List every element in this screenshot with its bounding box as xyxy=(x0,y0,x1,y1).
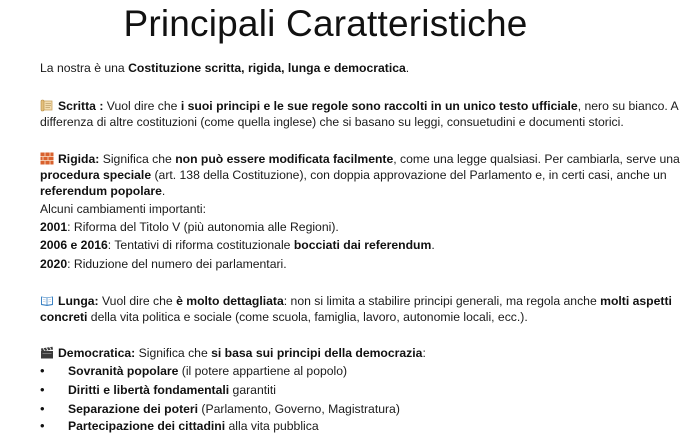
bullet-icon: • xyxy=(40,418,45,433)
changes-header: Alcuni cambiamenti importanti: xyxy=(40,202,206,216)
list-item: Sovranità popolare (il potere appartiene al popolo) xyxy=(68,364,348,378)
change-item: 2006 e 2016: Tentativi di riforma costituzionale bocciati dai referendum. xyxy=(40,238,435,252)
list-item: Diritti e libertà fondamentali garantiti xyxy=(68,383,276,397)
brick-icon xyxy=(40,152,54,165)
intro-paragraph: La nostra è una Costituzione scritta, rigida, lunga e democratica. xyxy=(40,61,410,75)
scritta-paragraph-line-2: differenza di altre costituzioni (come quella inglese) che si basano su leggi, consuetudini e documenti storici. xyxy=(40,115,624,129)
scritta-paragraph-line-1: Scritta : Vuol dire che i suoi principi e le sue regole sono raccolti in un unico testo ufficiale, nero su bianco. A xyxy=(40,98,679,114)
lunga-paragraph-line-1: Lunga: Vuol dire che è molto dettagliata: non si limita a stabilire principi generali, ma regola anche molti aspetti xyxy=(40,293,672,309)
lunga-paragraph-line-2: concreti della vita politica e sociale (come scuola, famiglia, lavoro, autonomie locali, ecc.). xyxy=(40,310,528,324)
change-item: 2020: Riduzione del numero dei parlamentari. xyxy=(40,257,287,271)
open-book-icon xyxy=(40,294,54,307)
clapperboard-icon xyxy=(40,346,54,359)
list-item: Partecipazione dei cittadini alla vita pubblica xyxy=(68,419,319,433)
rigida-paragraph-line-1: Rigida: Significa che non può essere modificata facilmente, come una legge qualsiasi. Per cambiarla, serve una xyxy=(40,151,680,167)
rigida-paragraph-line-3: referendum popolare. xyxy=(40,184,166,198)
change-item: 2001: Riforma del Titolo V (più autonomia alle Regioni). xyxy=(40,220,339,234)
page-title: Principali Caratteristiche xyxy=(123,3,528,44)
rigida-paragraph-line-2: procedura speciale (art. 138 della Costituzione), con doppia approvazione del Parlamento e, in certi casi, anche un xyxy=(40,168,667,182)
bullet-icon: • xyxy=(40,382,45,397)
bullet-icon: • xyxy=(40,363,45,378)
list-item: Separazione dei poteri (Parlamento, Governo, Magistratura) xyxy=(68,402,400,416)
scroll-icon xyxy=(40,99,54,112)
democratica-paragraph: Democratica: Significa che si basa sui principi della democrazia: xyxy=(40,345,426,361)
bullet-icon: • xyxy=(40,401,45,416)
